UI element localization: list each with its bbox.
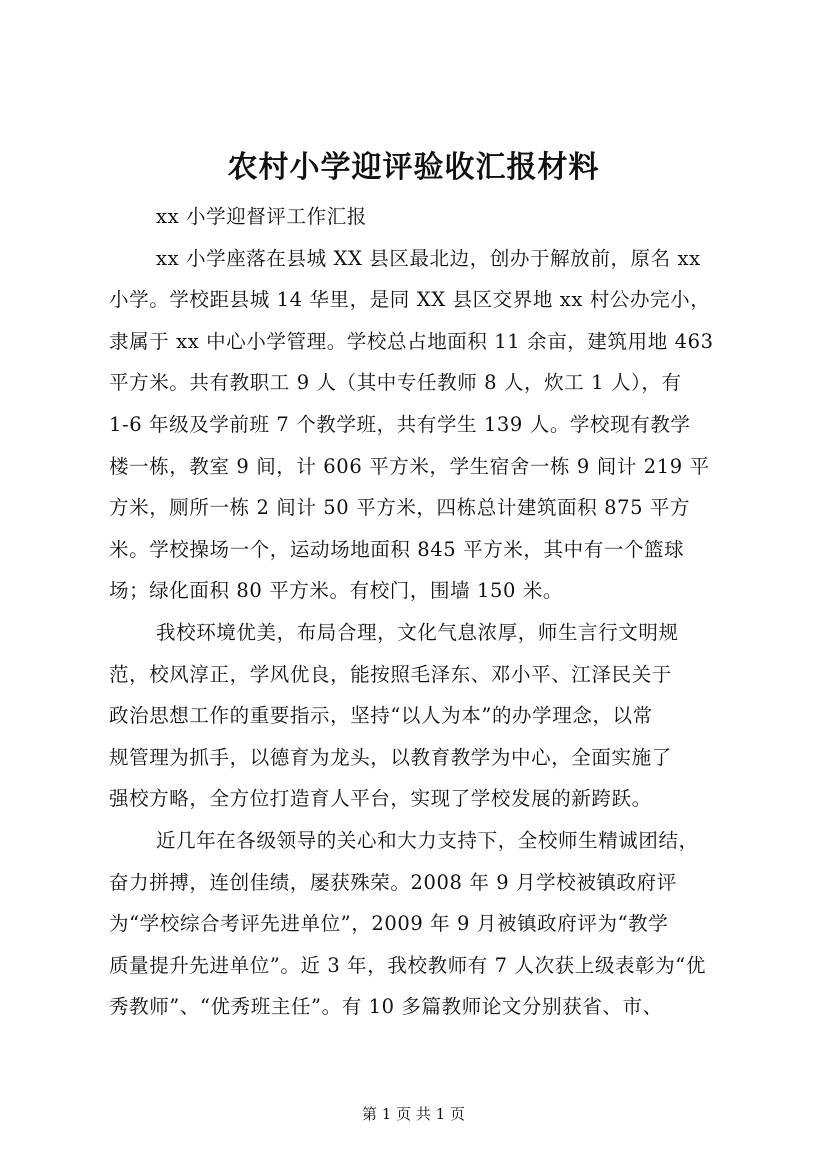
paragraph-line: 规管理为抓手，以德育为龙头，以教育教学为中心，全面实施了 bbox=[109, 745, 672, 769]
paragraph-line: 方米，厕所一栋 2 间计 50 平方米，四栋总计建筑面积 875 平方 bbox=[109, 496, 691, 520]
paragraph-line: 1-6 年级及学前班 7 个教学班，共有学生 139 人。学校现有教学 bbox=[109, 412, 691, 436]
paragraph-line: 隶属于 xx 中心小学管理。学校总占地面积 11 余亩，建筑用地 463 bbox=[109, 329, 714, 353]
paragraph-line: 强校方略，全方位打造育人平台，实现了学校发展的新跨跃。 bbox=[109, 787, 652, 811]
paragraph-line: 小学。学校距县城 14 华里，是同 XX 县区交界地 xx 村公办完小， bbox=[109, 288, 711, 312]
paragraph-line: 秀教师”、“优秀班主任”。有 10 多篇教师论文分别获省、市、 bbox=[109, 995, 663, 1019]
paragraph-line: 为“学校综合考评先进单位”，2009 年 9 月被镇政府评为“教学 bbox=[109, 912, 669, 936]
paragraph-line: 楼一栋，教室 9 间，计 606 平方米，学生宿舍一栋 9 间计 219 平 bbox=[109, 454, 710, 478]
paragraph-line: 米。学校操场一个，运动场地面积 845 平方米，其中有一个篮球 bbox=[109, 537, 685, 561]
paragraph-line: 场；绿化面积 80 平方米。有校门，围墙 150 米。 bbox=[109, 579, 564, 603]
subtitle-line: xx 小学迎督评工作汇报 bbox=[156, 205, 367, 228]
document-title: 农村小学迎评验收汇报材料 bbox=[227, 150, 600, 185]
paragraph-line: 政治思想工作的重要指示，坚持“以人为本”的办学理念，以常 bbox=[109, 704, 653, 728]
page-footer: 第 1 页 共 1 页 bbox=[362, 1105, 465, 1123]
paragraph-line: 奋力拼搏，连创佳绩，屡获殊荣。2008 年 9 月学校被镇政府评 bbox=[109, 870, 677, 894]
paragraph-line: 质量提升先进单位”。近 3 年，我校教师有 7 人次获上级表彰为“优 bbox=[109, 953, 706, 977]
paragraph-line: 平方米。共有教职工 9 人（其中专任教师 8 人，炊工 1 人），有 bbox=[109, 371, 682, 395]
paragraph-line: 近几年在各级领导的关心和大力支持下，全校师生精诚团结， bbox=[156, 828, 699, 852]
paragraph-line: 我校环境优美，布局合理，文化气息浓厚，师生言行文明规 bbox=[156, 620, 679, 644]
paragraph-line: xx 小学座落在县城 XX 县区最北边，创办于解放前，原名 xx bbox=[156, 246, 701, 270]
paragraph-line: 范，校风淳正，学风优良，能按照毛泽东、邓小平、江泽民关于 bbox=[109, 662, 672, 686]
document-body bbox=[109, 196, 723, 1028]
